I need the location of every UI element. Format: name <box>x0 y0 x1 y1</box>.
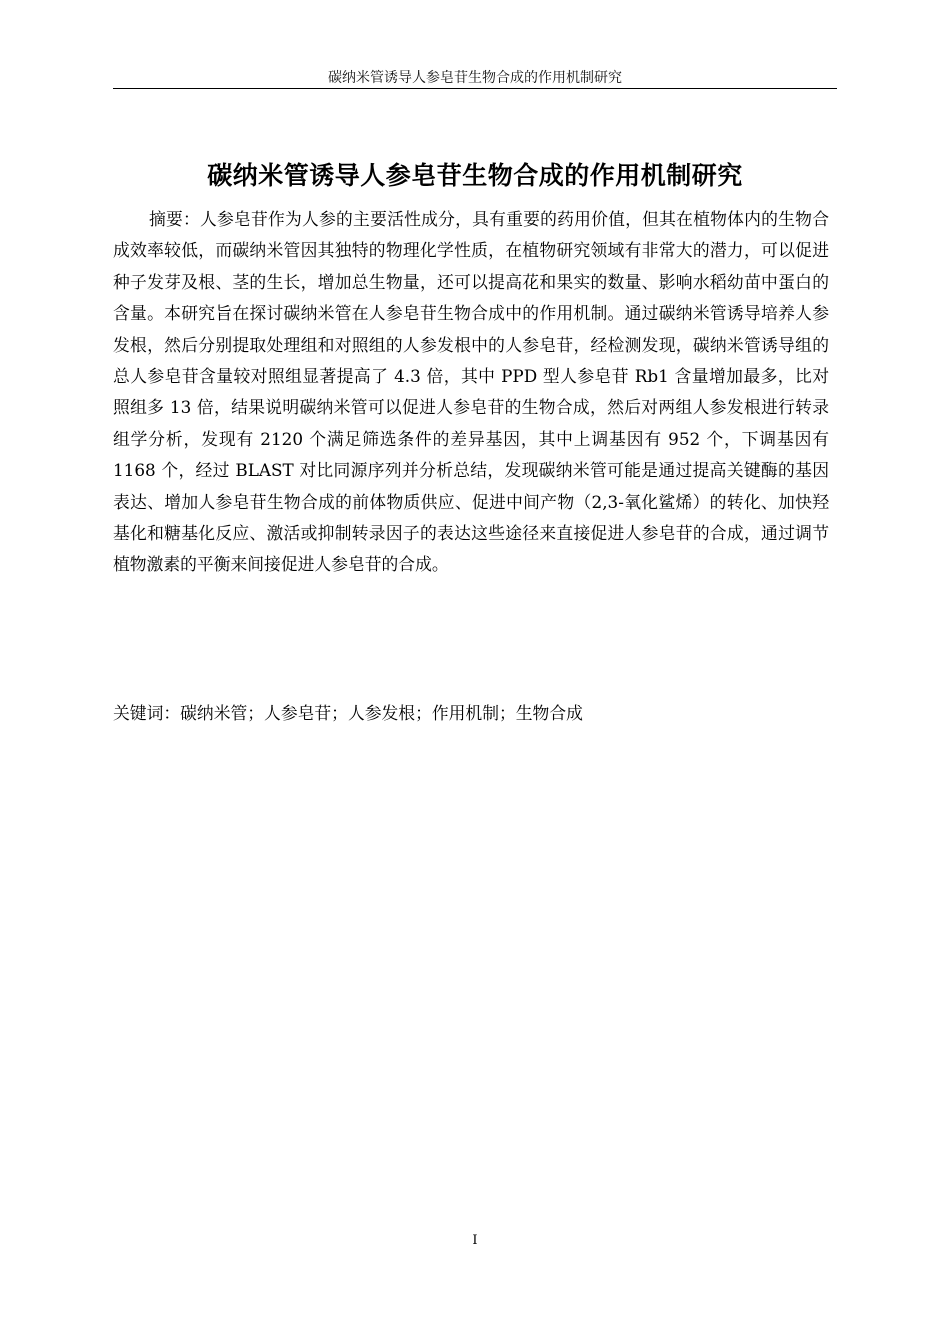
abstract-text: 人参皂苷作为人参的主要活性成分，具有重要的药用价值，但其在植物体内的生物合成效率较低，而碳纳米管因其独特的物理化学性质，在植物研究领域有非常大的潜力，可以促进种子发芽及根、茎的生长，增加总生物量，还可以提高花和果实的数量、影响水稻幼苗中蛋白的含量。本研究旨在探讨碳纳米管在人参皂苷生物合成中的作用机制。通过碳纳米管诱导培养人参发根，然后分别提取处理组和对照组的人参发根中的人参皂苷，经检测发现，碳纳米管诱导组的总人参皂苷含量较对照组显著提高了 4.3 倍，其中 PPD 型人参皂苷 Rb1 含量增加最多，比对照组多 13 倍，结果说明碳纳米管可以促进人参皂苷的生物合成，然后对两组人参发根进行转录组学分析，发现有 2120 个满足筛选条件的差异基因，其中上调基因有 952 个，下调基因有 1168 个，经过 BLAST 对比同源序列并分析总结，发现碳纳米管可能是通过提高关键酶的基因表达、增加人参皂苷生物合成的前体物质供应、促进中间产物（2,3-氧化鲨烯）的转化、加快羟基化和糖基化反应、激活或抑制转录因子的表达这些途径来直接促进人参皂苷的合成，通过调节植物激素的平衡来间接促进人参皂苷的合成。 <box>113 209 829 575</box>
keywords-label: 关键词： <box>113 703 181 723</box>
header-rule <box>113 88 837 89</box>
abstract-label: 摘要： <box>149 209 201 229</box>
keywords-text: 碳纳米管；人参皂苷；人参发根；作用机制；生物合成 <box>180 703 583 723</box>
paper-title: 碳纳米管诱导人参皂苷生物合成的作用机制研究 <box>207 160 743 190</box>
abstract-paragraph <box>113 204 829 581</box>
keywords-paragraph <box>113 698 829 729</box>
page-number: I <box>472 1233 478 1248</box>
running-header: 碳纳米管诱导人参皂苷生物合成的作用机制研究 <box>328 70 622 86</box>
